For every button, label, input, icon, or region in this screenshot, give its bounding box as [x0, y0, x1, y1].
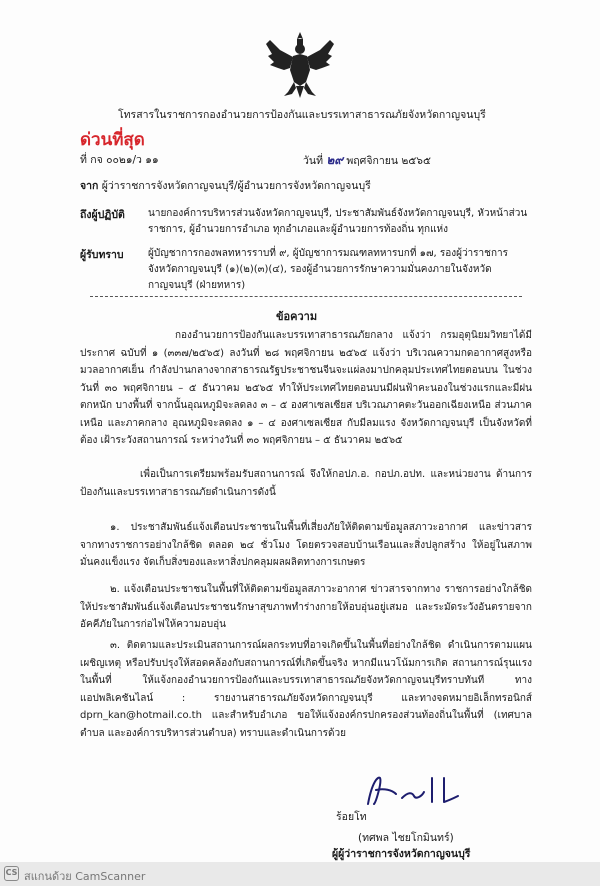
- document-number: ที่ กจ ๐๐๒๑/ว ๑๑: [80, 154, 159, 166]
- scanner-footer-bar: [0, 862, 600, 886]
- from-line: [80, 177, 371, 194]
- message-paragraph-1: กองอำนวยการป้องกันและบรรเทาสาธารณภัยกลาง แจ้งว่า กรมอุตุนิยมวิทยาได้มีประกาศ ฉบับที่ ๑ (๓๓๗/๒๕๖๕) ลงวันที่ ๒๘ พฤศจิกายน ๒๕๖๕ แจ้งว่า บริเวณความกดอากาศสูงหรือมวลอากาศเย็น กำลังปานกลางจากสาธารณรัฐประชาชนจีนจะแผ่ลงมาปกคลุมประเทศไทยตอนบน ในช่วงวันที่ ๓๐ พฤศจิกายน – ๕ ธันวาคม ๒๕๖๕ ทำให้ประเทศไทยตอนบนมีฝนฟ้าคะนองในช่วงแรกและมีฝนตกหนัก บางพื้นที่ จากนั้นอุณหภูมิจะลดลง ๓ – ๕ องศาเซลเซียส บริเวณภาคตะวันออกเฉียงเหนือ ส่วนภาคเหนือ และภาคกลาง อุณหภูมิจะลดลง ๑ – ๔ องศาเซลเซียส กับมีลมแรง จังหวัดกาญจนบุรี เป็นจังหวัดที่ต้อง เฝ้าระวังสถานการณ์ ระหว่างวันที่ ๓๐ พฤศจิกายน – ๕ ธันวาคม ๒๕๖๕: [80, 330, 532, 446]
- from-value: ผู้ว่าราชการจังหวัดกาญจนบุรี/ผู้อำนวยการจังหวัดกาญจนบุรี: [101, 180, 371, 192]
- from-label: จาก: [80, 180, 99, 192]
- document-date: [303, 151, 431, 170]
- signer-name: (ทศพล ไชยโกมินทร์): [358, 832, 454, 844]
- signer-position: ผู้ผู้ว่าราชการจังหวัดกาญจนบุรี: [332, 848, 471, 860]
- signature-icon: [362, 772, 472, 808]
- to-action-label: ถึงผู้ปฏิบัติ: [80, 209, 125, 221]
- message-paragraph-2: เพื่อเป็นการเตรียมพร้อมรับสถานการณ์ จึงให้กอปภ.อ. กอปภ.อปท. และหน่วยงาน ด้านการป้องกันและบรรเทาสาธารณภัยดำเนินการดังนี้: [80, 469, 532, 498]
- date-day: ๒๙: [326, 153, 344, 167]
- to-action-value: นายกองค์การบริหารส่วนจังหวัดกาญจนบุรี, ประชาสัมพันธ์จังหวัดกาญจนบุรี, หัวหน้าส่วนราชการ, ผู้อำนวยการอำเภอ ทุกอำเภอและผู้อำนวยการท้องถิ่น ทุกแห่ง: [148, 208, 528, 235]
- message-item-2: ๒. แจ้งเตือนประชาชนในพื้นที่ให้ติดตามข้อมูลสภาวะอากาศ ข่าวสารจากทาง ราชการอย่างใกล้ชิด ให้ประชาสัมพันธ์แจ้งเตือนประชาชนรักษาสุขภาพทำร่างกายให้อบอุ่นอยู่เสมอ และระมัดระวังอันตรายจากอัคคีภัยในการก่อไฟให้ความอบอุ่น: [80, 584, 532, 630]
- to-inform-label: ผู้รับทราบ: [80, 249, 124, 261]
- to-inform-value: ผู้บัญชาการกองพลทหารราบที่ ๙, ผู้บัญชาการมณฑลทหารบกที่ ๑๗, รองผู้ว่าราชการจังหวัดกาญจนบุรี (๑)(๒)(๓)(๔), รองผู้อำนวยการรักษาความมั่นคงภายในจังหวัดกาญจนบุรี (ฝ่ายทหาร): [148, 248, 508, 291]
- section-divider: [90, 296, 522, 297]
- date-prefix: วันที่: [303, 155, 323, 167]
- message-item-1: ๑. ประชาสัมพันธ์แจ้งเตือนประชาชนในพื้นที่เสี่ยงภัยให้ติดตามข้อมูลสภาวะอากาศ และข่าวสารจากทางราชการอย่างใกล้ชิด ตลอด ๒๔ ชั่วโมง โดยตรวจสอบบ้านเรือนและสิ่งปลูกสร้าง ให้อยู่ในสภาพมั่นคงแข็งแรง จัดเก็บสิ่งของและหาสิ่งปกคลุมผลผลิตทางการเกษตร: [80, 522, 532, 568]
- agency-header-line: โทรสารในราชการกองอำนวยการป้องกันและบรรเทาสาธารณภัยจังหวัดกาญจนบุรี: [118, 109, 486, 121]
- date-month-year: พฤศจิกายน ๒๕๖๕: [346, 155, 431, 167]
- signer-rank: ร้อยโท: [336, 811, 367, 823]
- urgency-label: ด่วนที่สุด: [80, 130, 145, 150]
- message-item-3: ๓. ติดตามและประเมินสถานการณ์ผลกระทบที่อาจเกิดขึ้นในพื้นที่อย่างใกล้ชิด ดำเนินการตามแผนเผชิญเหตุ หรือปรับปรุงให้สอดคล้องกับสถานการณ์ที่เกิดขึ้นจริง หากมีแนวโน้มการเกิด สถานการณ์รุนแรงในพื้นที่ ให้แจ้งกองอำนวยการป้องกันและบรรเทาสาธารณภัยจังหวัดกาญจนบุรีทราบทันที ทางแอปพลิเคชันไลน์ : รายงานสาธารณภัยจังหวัดกาญจนบุรี และทางจดหมายอิเล็กทรอนิกส์ dprn_kan@hotmail.co.th และสำหรับอำเภอ ขอให้แจ้งองค์กรปกครองส่วนท้องถิ่นในพื้นที่ (เทศบาลตำบล และองค์การบริหารส่วนตำบล) ทราบและดำเนินการด้วย: [80, 640, 532, 739]
- camscanner-icon: CS: [4, 866, 19, 881]
- scanner-footer-text: สแกนด้วย CamScanner: [24, 870, 146, 883]
- message-heading: ข้อความ: [276, 310, 318, 323]
- garuda-emblem-icon: [262, 30, 338, 100]
